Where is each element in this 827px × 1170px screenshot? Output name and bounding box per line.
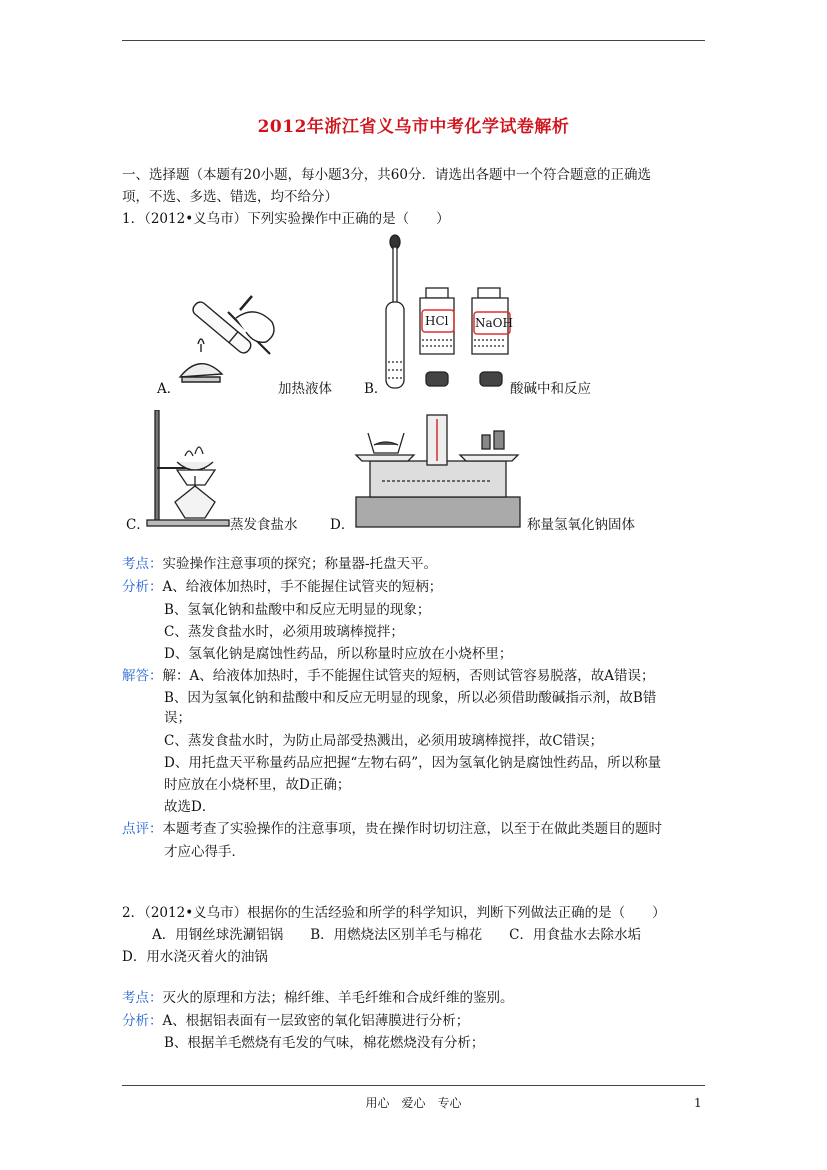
page-title: 2012年浙江省义乌市中考化学试卷解析	[257, 117, 570, 137]
option-c-label: 蒸发食盐水	[230, 517, 298, 533]
option-b-letter: B．	[364, 381, 388, 397]
section-intro-line1: 一、选择题（本题有20小题，每小题3分，共60分．请选出各题中一个符合题意的正确选	[122, 167, 651, 183]
header-rule	[122, 40, 705, 41]
option-d-letter: D．	[330, 517, 355, 533]
q1-jieda-line: B、因为氢氧化钠和盐酸中和反应无明显的现象，所以必须借助酸碱指示剂，故B错	[164, 690, 657, 706]
section-intro-line2: 项，不选、多选、错选，均不给分）	[122, 189, 338, 205]
option-a-label: 加热液体	[278, 381, 332, 397]
footer-text: 用心 爱心 专心	[365, 1096, 462, 1110]
q2-fenxi-line: A、根据铝表面有一层致密的氧化铝薄膜进行分析；	[162, 1013, 470, 1029]
q2-kaodian-tag: 考点：	[122, 990, 163, 1006]
q2-kaodian-text: 灭火的原理和方法；棉纤维、羊毛纤维和合成纤维的鉴别。	[162, 990, 514, 1006]
q1-fenxi-line: B、氢氧化钠和盐酸中和反应无明显的现象；	[164, 602, 431, 618]
q2-stem: 2．（2012•义乌市）根据你的生活经验和所学的科学知识，判断下列做法正确的是（ ）	[122, 905, 666, 921]
q1-dianping-tag: 点评：	[122, 821, 163, 837]
q1-fenxi-line: C、蒸发食盐水时，必须用玻璃棒搅拌；	[164, 624, 404, 640]
option-c-letter: C．	[126, 517, 150, 533]
q2-fenxi-tag: 分析：	[122, 1013, 163, 1029]
figure-d-balance	[352, 405, 524, 530]
hcl-bottle-label: HCl	[425, 314, 449, 328]
q1-dianping-line: 本题考查了实验操作的注意事项，贵在操作时切切注意，以至于在做此类题目的题时	[162, 821, 662, 837]
q1-jieda-line: C、蒸发食盐水时，为防止局部受热溅出，必须用玻璃棒搅拌，故C错误；	[164, 733, 604, 749]
q2-fenxi-line: B、根据羊毛燃烧有毛发的气味，棉花燃烧没有分析；	[164, 1035, 485, 1051]
q1-jieda-tag: 解答：	[122, 668, 163, 684]
figure-b-neutralization	[378, 232, 518, 392]
figure-a-heating-liquid	[170, 282, 285, 392]
q1-jieda-line: 故选D．	[164, 799, 216, 815]
q1-fenxi-line: A、给液体加热时，手不能握住试管夹的短柄；	[162, 579, 443, 595]
q2-options-line1: A．用钢丝球洗涮铝锅 B．用燃烧法区别羊毛与棉花 C．用食盐水去除水垢	[152, 927, 641, 943]
option-d-label: 称量氢氧化钠固体	[527, 517, 635, 533]
q1-jieda-line: 时应放在小烧杯里，故D正确；	[164, 777, 351, 793]
q1-dianping-line: 才应心得手．	[164, 844, 245, 860]
figure-c-evaporation	[145, 410, 235, 530]
q1-kaodian-text: 实验操作注意事项的探究；称量器-托盘天平。	[162, 556, 438, 572]
naoh-bottle-label: NaOH	[475, 316, 513, 330]
q1-jieda-line: 误；	[164, 710, 191, 726]
q1-jieda-line: D、用托盘天平称量药品应把握“左物右码”，因为氢氧化钠是腐蚀性药品，所以称量	[164, 755, 662, 771]
q1-fenxi-tag: 分析：	[122, 579, 163, 595]
page-number: 1	[694, 1096, 702, 1110]
q1-jieda-line: 解：A、给液体加热时，手不能握住试管夹的短柄，否则试管容易脱落，故A错误；	[162, 668, 655, 684]
footer-rule	[122, 1085, 705, 1086]
q2-options-line2: D．用水浇灭着火的油锅	[122, 949, 268, 965]
q1-fenxi-line: D、氢氧化钠是腐蚀性药品，所以称量时应放在小烧杯里；	[164, 646, 513, 662]
q1-stem: 1．（2012•义乌市）下列实验操作中正确的是（ ）	[122, 211, 450, 227]
option-b-label: 酸碱中和反应	[510, 381, 591, 397]
q1-kaodian-tag: 考点：	[122, 556, 163, 572]
option-a-letter: A．	[157, 381, 181, 397]
